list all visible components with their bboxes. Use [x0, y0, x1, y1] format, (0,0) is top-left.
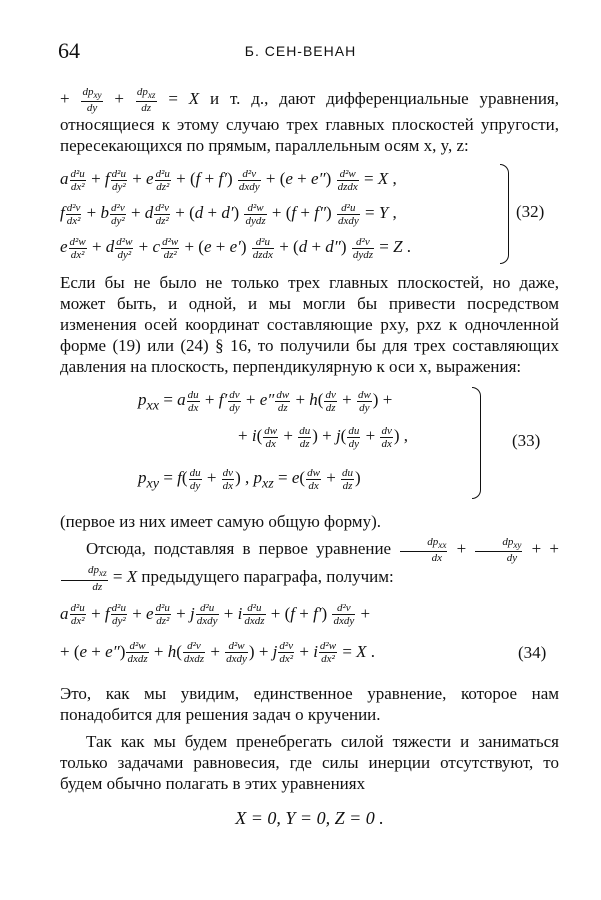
equation-34-line-1: a $\frac{\text{d²u}}{\text{dx²}}$ + f $\frac{\text{d²u}}{\text{dy²}}$ + e $\frac{\text{d²u}}{\text{dz²}}$ + j $\frac{\text{d²u}}{\text{dxdy}}$ + i $\frac{\text{d²u}}{\text{dxdz}}$ + (f + f′) $\frac{\text{d²v}}{\text{dxdy}}$ +	[60, 602, 371, 628]
equation-34-line-2: + (e + e″) $\frac{\text{d²w}}{\text{dxdz}}$ + h( $\frac{\text{d²v}}{\text{dxdz}}$ + $\frac{\text{d²w}}{\text{dxdy}}$ ) + j $\frac{\text{d²v}}{\text{dx²}}$ + i $\frac{\text{d²w}}{\text{dx²}}$ = X .	[60, 640, 376, 666]
final-equation: X = 0, Y = 0, Z = 0 .	[235, 807, 384, 828]
equation-32-line-3: e $\frac{\text{d²w}}{\text{dx²}}$ + d $\frac{\text{d²w}}{\text{dy²}}$ + c $\frac{\text{d²w}}{\text{dz²}}$ + (e + e′) $\frac{\text{d²u}}{\text{dzdx}}$ + (d + d″) $\frac{\text{d²v}}{\text{dydz}}$ = Z .	[60, 235, 412, 261]
brace-33	[472, 387, 481, 499]
equation-32-line-2: f $\frac{\text{d²v}}{\text{dx²}}$ + b $\frac{\text{d²v}}{\text{dy²}}$ + d $\frac{\text{d²v}}{\text{dz²}}$ + (d + d′) $\frac{\text{d²w}}{\text{dydz}}$ + (f + f″) $\frac{\text{d²u}}{\text{dxdy}}$ = Y ,	[60, 201, 397, 227]
equation-33-line-3: $p_{xy} = f$( $\frac{du}{dy}$ + $\frac{dv}{dx}$ ) , $p_{xz} = e$( $\frac{dw}{dx}$ + $\frac{du}{dz}$ )	[138, 466, 361, 492]
equation-33	[60, 383, 559, 505]
paragraph-3: (первое из них имеет самую общую форму).	[60, 512, 381, 532]
eq-label-34: (34)	[518, 642, 547, 662]
paragraph-1: + $\frac{dp_{xy}}{dy}$ + $\frac{dp_{xz}}{dz}$ = X и т. д., дают дифференциальные уравнения, относящиеся к этому случаю трех главных плоскостей упругости, пересекающихся по прямым, параллельным осям x, y, z:	[60, 86, 560, 156]
paragraph-6: Так как мы будем пренебрегать силой тяжести и заниматься только задачами равновесия, где силы инерции отсутствуют, то будем обычно полагать в этих уравнениях	[60, 731, 559, 793]
page-number: 64	[58, 38, 80, 63]
equation-33-line-1: $p_{xx} = a$ $\frac{du}{dx}$ + f′ $\frac{dv}{dy}$ + e″ $\frac{dw}{dz}$ + h( $\frac{dv}{dz}$ + $\frac{dw}{dy}$ ) +	[138, 388, 393, 414]
equation-32	[60, 162, 559, 264]
paragraph-2: Если бы не было не только трех главных плоскостей, но даже, может быть, и одной, и мы могли бы привести посредством изменения осей координат составляющие pxy, pxz к одночленной форме (19) или (24) § 16, то получили бы для трех составляющих давления на плоскость, перпендикулярную к оси x, выражения:	[60, 273, 559, 377]
eq-label-33: (33)	[512, 431, 541, 451]
equation-33-line-2: + i( $\frac{dw}{dx}$ + $\frac{du}{dz}$ ) + j( $\frac{du}{dy}$ + $\frac{dv}{dx}$ ) ,	[238, 424, 408, 450]
equation-32-line-1: a $\frac{\text{d²u}}{\text{dx²}}$ + f $\frac{\text{d²u}}{\text{dy²}}$ + e $\frac{\text{d²u}}{\text{dz²}}$ + (f + f′) $\frac{\text{d²v}}{\text{dxdy}}$ + (e + e″) $\frac{\text{d²w}}{\text{dzdx}}$ = X ,	[60, 167, 397, 193]
eq-label-32: (32)	[516, 202, 545, 222]
brace-32	[500, 164, 509, 264]
paragraph-5: Это, как мы увидим, единственное уравнение, которое нам понадобится для решения задач о кручении.	[60, 683, 559, 724]
paragraph-4: Отсюда, подставляя в первое уравнение $\frac{dp_{xx}}{dx}$ + $\frac{dp_{xy}}{dy}$ + + $\frac{dp_{xz}}{dz}$ = X предыдущего параграфа, получим:	[60, 536, 559, 592]
page-body	[60, 86, 559, 829]
running-title: Б. СЕН-ВЕНАН	[244, 43, 357, 59]
equation-34	[60, 597, 559, 677]
page-header	[40, 38, 561, 66]
